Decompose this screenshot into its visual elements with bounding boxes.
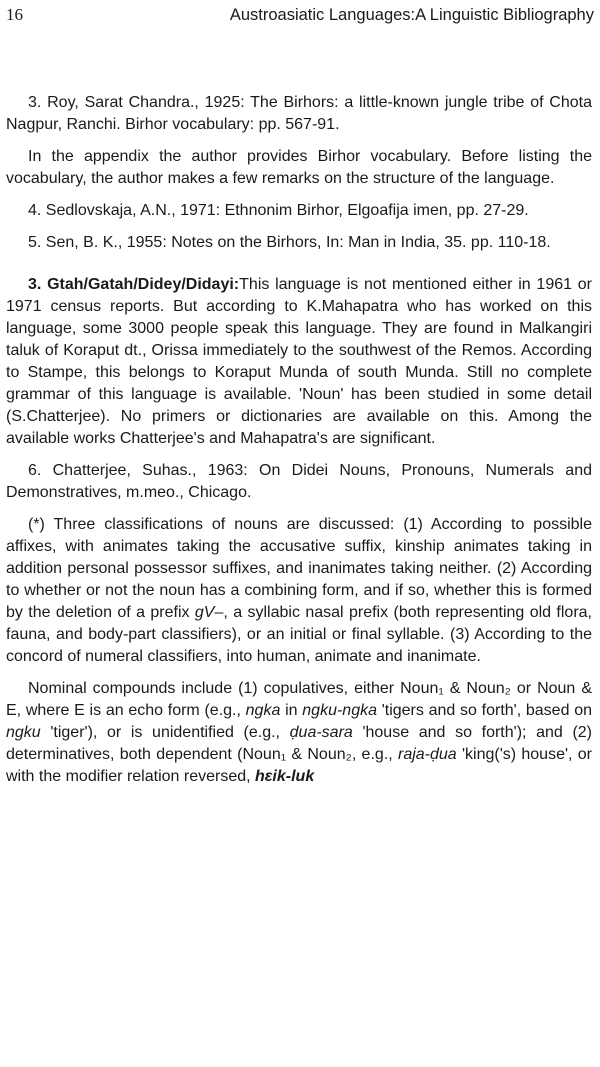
entry-roy: 3. Roy, Sarat Chandra., 1925: The Birhors: a little-known jungle tribe of Chota Nagpur, Ranchi. Birhor vocabulary: pp. 567-91. (6, 94, 592, 133)
entry-sen: 5. Sen, B. K., 1955: Notes on the Birhors, In: Man in India, 35. pp. 110-18. (28, 234, 551, 251)
example-raja-dua: raja-ḍua (397, 746, 457, 763)
example-ngku-ngka: ngku-ngka (302, 702, 377, 719)
compounds-text-f: 'king('s) house', or with the modifier relation reversed, (6, 746, 592, 785)
compounds-text-a: Nominal compounds include (1) copulatives, either Noun₁ & Noun₂ or Noun & E, where E is an echo form (e.g., (6, 680, 592, 719)
section-heading: 3. Gtah/Gatah/Didey/Didayi: (28, 276, 240, 293)
entry-chatterjee-compounds (6, 678, 592, 788)
entry-chatterjee-summary (6, 514, 592, 668)
summary-prefix: gV– (194, 604, 224, 621)
running-title: Austroasiatic Languages:A Linguistic Bibliography (229, 5, 594, 24)
compounds-text-b: in (280, 702, 303, 719)
section-text: This language is not mentioned either in 1961 or 1971 census reports. But according to K.Mahapatra who has worked on this language, some 3000 people speak this language. They are found in Malkangiri taluk of Koraput dt., Orissa immediately to the southwest of the Remos. According to Stampe, this belongs to Koraput Munda of south Munda. Still no complete grammar of this language is available. 'Noun' has been studied in some detail (S.Chatterjee). No primers or dictionaries are available on this. Among the available works Chatterjee's and Mahapatra's are significant. (6, 276, 593, 447)
page-number: 16 (6, 5, 23, 24)
entry-sedlovskaja: 4. Sedlovskaja, A.N., 1971: Ethnonim Birhor, Elgoafija imen, pp. 27-29. (28, 202, 529, 219)
summary-text-b: , a syllabic nasal prefix (both representing old flora, fauna, and body-part classifiers), or an initial or final syllable. (3) According to the concord of numeral classifiers, into human, animate and inanimate. (6, 604, 593, 665)
summary-text-a: (*) Three classifications of nouns are discussed: (1) According to possible affixes, with animates taking the accusative suffix, kinship animates taking in addition personal possessor suffixes, and inanimates taking neither. (2) According to whether or not the noun has a combining form, and if so, whether this is formed by the deletion of a prefix (6, 516, 592, 621)
compounds-text-e: 'house and so forth'); and (2) determinatives, both dependent (Noun₁ & Noun₂, e.g., (6, 724, 593, 763)
compounds-text-c: 'tigers and so forth', based on (376, 702, 592, 719)
page-body (6, 92, 592, 798)
compounds-text-d: 'tiger'), or is unidentified (e.g., (40, 724, 290, 741)
entry-chatterjee: 6. Chatterjee, Suhas., 1963: On Didei Nouns, Pronouns, Numerals and Demonstratives, m.meo., Chicago. (6, 462, 592, 501)
running-header (6, 2, 594, 28)
example-dua-sara: ḍua-sara (289, 724, 353, 741)
entry-roy-note: In the appendix the author provides Birhor vocabulary. Before listing the vocabulary, the author makes a few remarks on the structure of the language. (6, 148, 592, 187)
section-gtah (6, 274, 592, 450)
example-heik-luk: hεik-luk (255, 768, 315, 785)
example-ngka: ngka (245, 702, 281, 719)
example-ngku: ngku (6, 724, 41, 741)
